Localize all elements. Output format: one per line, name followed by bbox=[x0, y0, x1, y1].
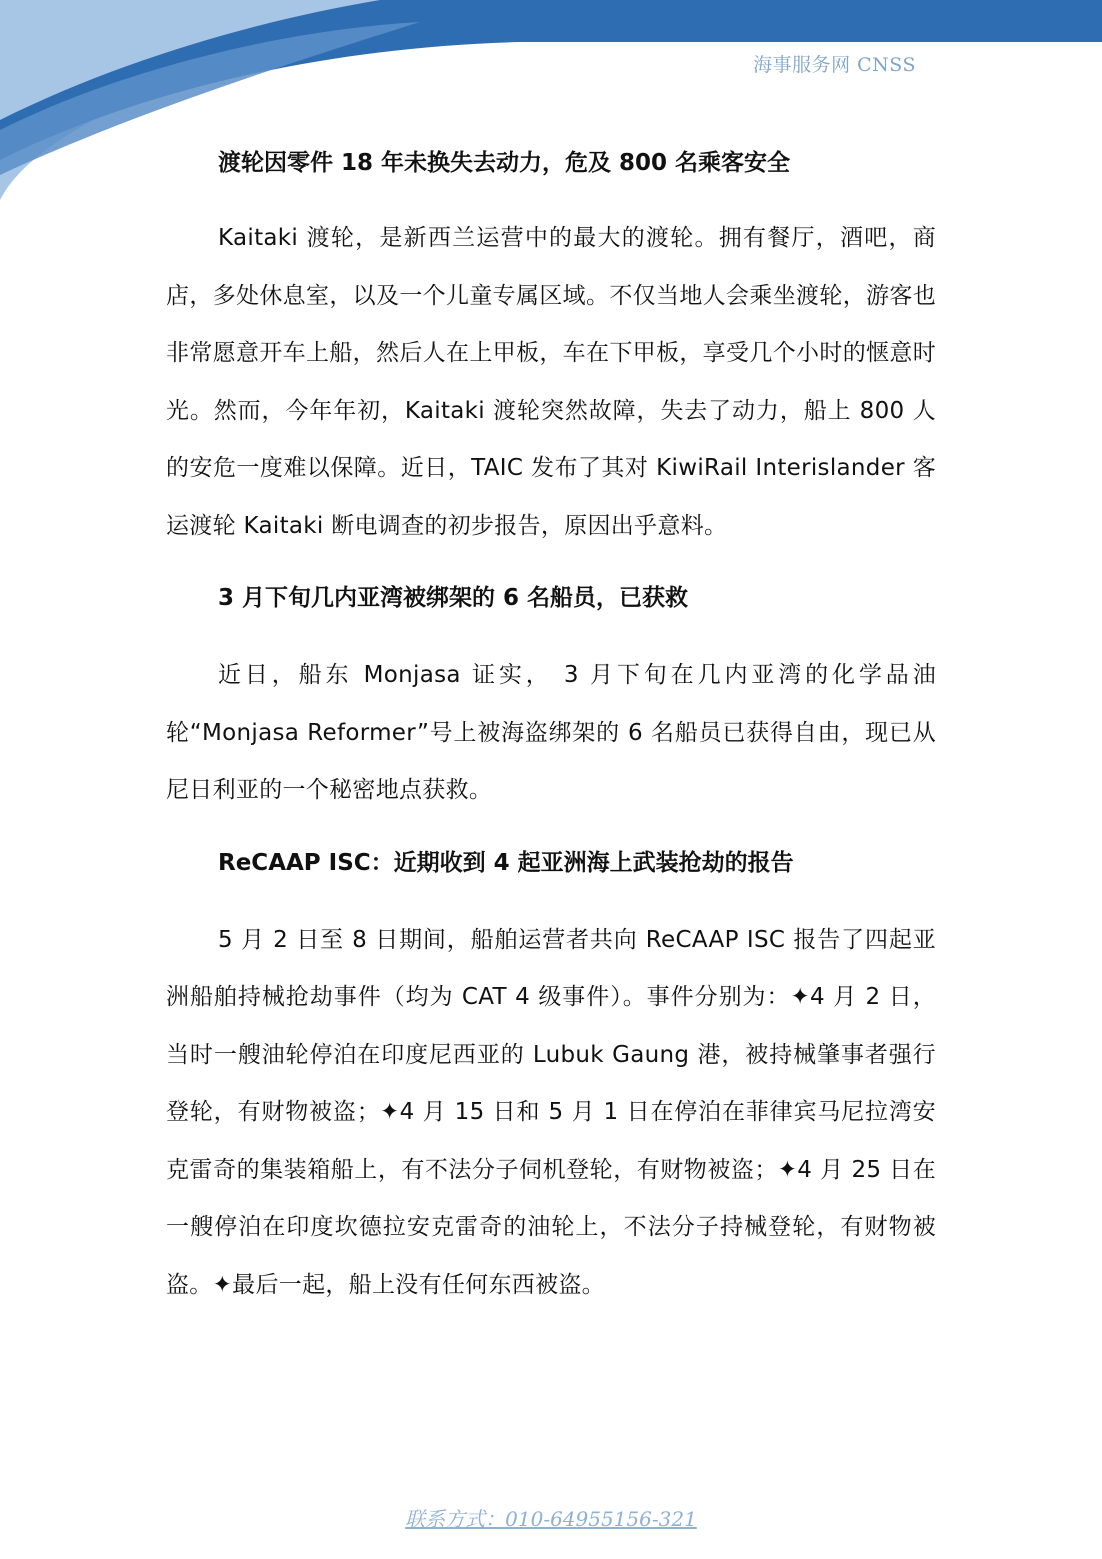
article-title-recaap: ReCAAP ISC：近期收到 4 起亚洲海上武装抢劫的报告 bbox=[218, 849, 794, 876]
article-body-ferry: Kaitaki 渡轮，是新西兰运营中的最大的渡轮。拥有餐厅，酒吧，商店，多处休息室，以及一个儿童专属区域。不仅当地人会乘坐渡轮，游客也非常愿意开车上船，然后人在上甲板，车在下甲板，享受几个小时的惬意时光。然而，今年年初，Kaitaki 渡轮突然故障，失去了动力，船上 800 人的安危一度难以保障。近日，TAIC 发布了其对 KiwiRail Interislander 客运渡轮 Kaitaki 断电调查的初步报告，原因出乎意料。 bbox=[166, 225, 936, 539]
article-title-ferry: 渡轮因零件 18 年未换失去动力，危及 800 名乘客安全 bbox=[218, 150, 791, 176]
article-title-kidnapped-crew: 3 月下旬几内亚湾被绑架的 6 名船员，已获救 bbox=[218, 585, 689, 611]
article-content bbox=[166, 138, 936, 1314]
footer-contact-link[interactable]: 联系方式：010-64955156-321 bbox=[405, 1507, 697, 1531]
article-body-kidnapped-crew: 近日，船东 Monjasa 证实， 3 月下旬在几内亚湾的化学品油轮“Monjasa Reformer”号上被海盗绑架的 6 名船员已获得自由，现已从尼日利亚的一个秘密地点获救。 bbox=[166, 662, 936, 803]
site-name: 海事服务网 CNSS bbox=[753, 54, 916, 76]
article-body-recaap: 5 月 2 日至 8 日期间，船舶运营者共向 ReCAAP ISC 报告了四起亚洲船舶持械抢劫事件（均为 CAT 4 级事件）。事件分别为：✦4 月 2 日，当时一艘油轮停泊在印度尼西亚的 Lubuk Gaung 港，被持械肇事者强行登轮，有财物被盗；✦4 月 15 日和 5 月 1 日在停泊在菲律宾马尼拉湾安克雷奇的集装箱船上，有不法分子伺机登轮，有财物被盗；✦4 月 25 日在一艘停泊在印度坎德拉安克雷奇的油轮上，不法分子持械登轮，有财物被盗。✦最后一起，船上没有任何东西被盗。 bbox=[166, 926, 936, 1298]
